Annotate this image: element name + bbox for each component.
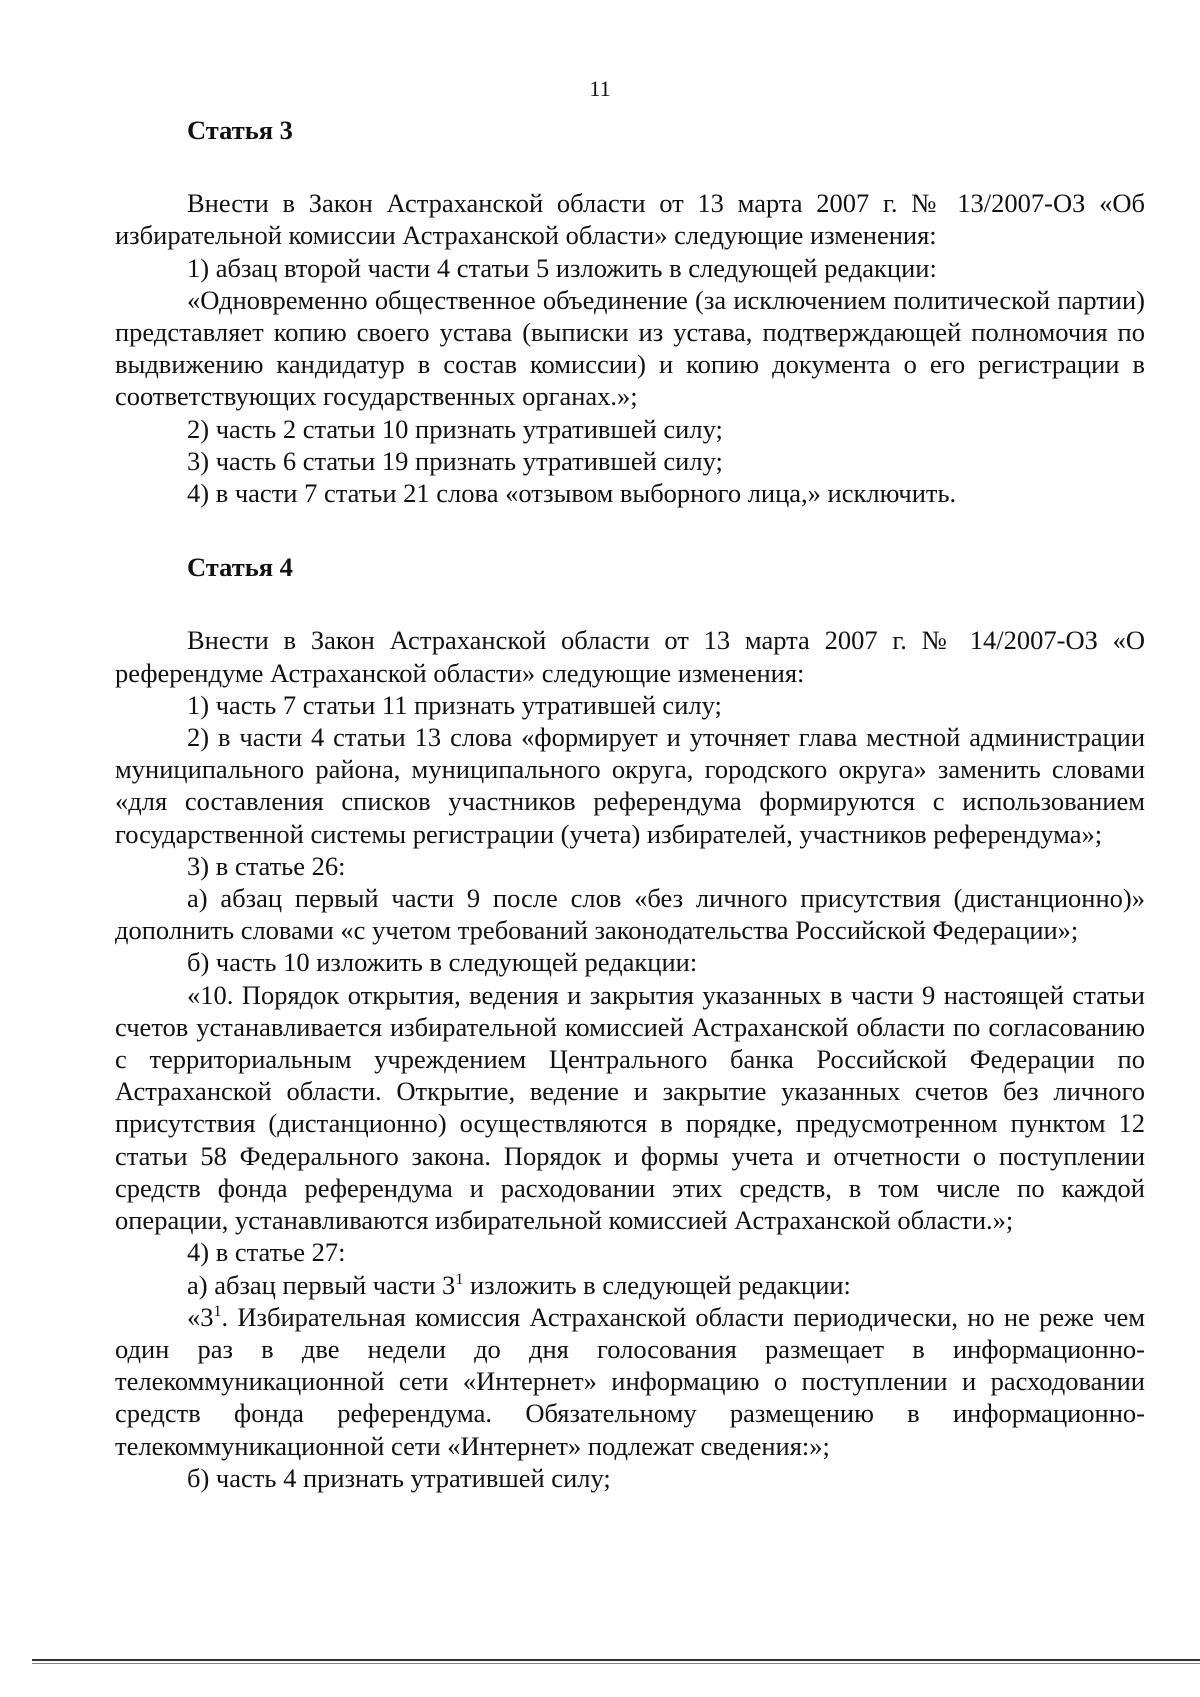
quote-superscript: 1 xyxy=(213,1302,222,1320)
article-3-heading: Статья 3 xyxy=(187,115,293,145)
article-4-paragraph: 3) в статье 26: xyxy=(187,850,346,881)
article-4-paragraph: б) часть 10 изложить в следующей редакции: xyxy=(187,947,698,978)
item-a-prefix: а) абзац первый части 3 xyxy=(187,1269,456,1300)
article-3-paragraph: 4) в части 7 статьи 21 слова «отзывом выборного лица,» исключить. xyxy=(187,478,957,509)
article-4-paragraph: 2) в части 4 статьи 13 слова «формирует и уточняет глава местной администрации муниципального района, муниципального округа, городского округа» заменить словами «для составления списков участников референдума формируются с использованием государственной системы регистрации (учета) избирателей, участников референдума»; xyxy=(115,722,1145,849)
article-4-quote xyxy=(115,1301,1145,1462)
quote-prefix: «3 xyxy=(187,1301,214,1332)
scan-edge-line-secondary xyxy=(32,1663,1200,1664)
article-4-paragraph: «10. Порядок открытия, ведения и закрытия указанных в части 9 настоящей статьи счетов устанавливается избирательной комиссией Астраханской области по согласованию с территориальным учреждением Центрального банка Российской Федерации по Астраханской области. Открытие, ведение и закрытие указанных счетов без личного присутствия (дистанционно) осуществляются в порядке, предусмотренном пунктом 12 статьи 58 Федерального закона. Порядок и формы учета и отчетности о поступлении средств фонда референдума и расходовании этих средств, в том числе по каждой операции, устанавливаются избирательной комиссией Астраханской области.»; xyxy=(115,979,1145,1236)
item-a-superscript: 1 xyxy=(455,1270,464,1288)
article-3-paragraph: 1) абзац второй части 4 статьи 5 изложить в следующей редакции: xyxy=(187,252,937,283)
quote-text: . Избирательная комиссия Астраханской области периодически, но не реже чем один раз в две недели до дня голосования размещает в информационно-телекоммуникационной сети «Интернет» информацию о поступлении и расходовании средств фонда референдума. Обязательному размещению в информационно-телекоммуникационной сети «Интернет» подлежат сведения:»; xyxy=(115,1301,1145,1461)
document-body xyxy=(115,114,1145,1494)
article-3-paragraph: «Одновременно общественное объединение (за исключением политической партии) представляет копию своего устава (выписки из устава, подтверждающей полномочия по выдвижению кандидатур в состав комиссии) и копию документа о его регистрации в соответствующих государственных органах.»; xyxy=(115,284,1145,412)
article-4-item-a xyxy=(115,1269,1145,1301)
article-4-paragraph: а) абзац первый части 9 после слов «без личного присутствия (дистанционно)» дополнить словами «с учетом требований законодательства Российской Федерации»; xyxy=(115,883,1145,946)
page-number: 11 xyxy=(589,76,611,101)
article-4-heading: Статья 4 xyxy=(187,552,293,583)
article-4-paragraph: 1) часть 7 статьи 11 признать утратившей силу; xyxy=(187,689,722,720)
article-4-item-b: б) часть 4 признать утратившей силу; xyxy=(187,1462,611,1493)
article-4-paragraph: 4) в статье 27: xyxy=(187,1237,346,1268)
scan-edge-line xyxy=(32,1659,1200,1661)
article-3-paragraph: 3) часть 6 статьи 19 признать утратившей силу; xyxy=(187,445,723,476)
article-4-paragraph: Внести в Закон Астраханской области от 13 марта 2007 г. № 14/2007-ОЗ «О референдуме Астраханской области» следующие изменения: xyxy=(115,625,1145,688)
article-3-paragraph: Внести в Закон Астраханской области от 13 марта 2007 г. № 13/2007-ОЗ «Об избирательной комиссии Астраханской области» следующие изменения: xyxy=(115,188,1145,251)
article-3-paragraph: 2) часть 2 статьи 10 признать утратившей силу; xyxy=(187,413,723,444)
item-a-suffix: изложить в следующей редакции: xyxy=(463,1269,851,1300)
